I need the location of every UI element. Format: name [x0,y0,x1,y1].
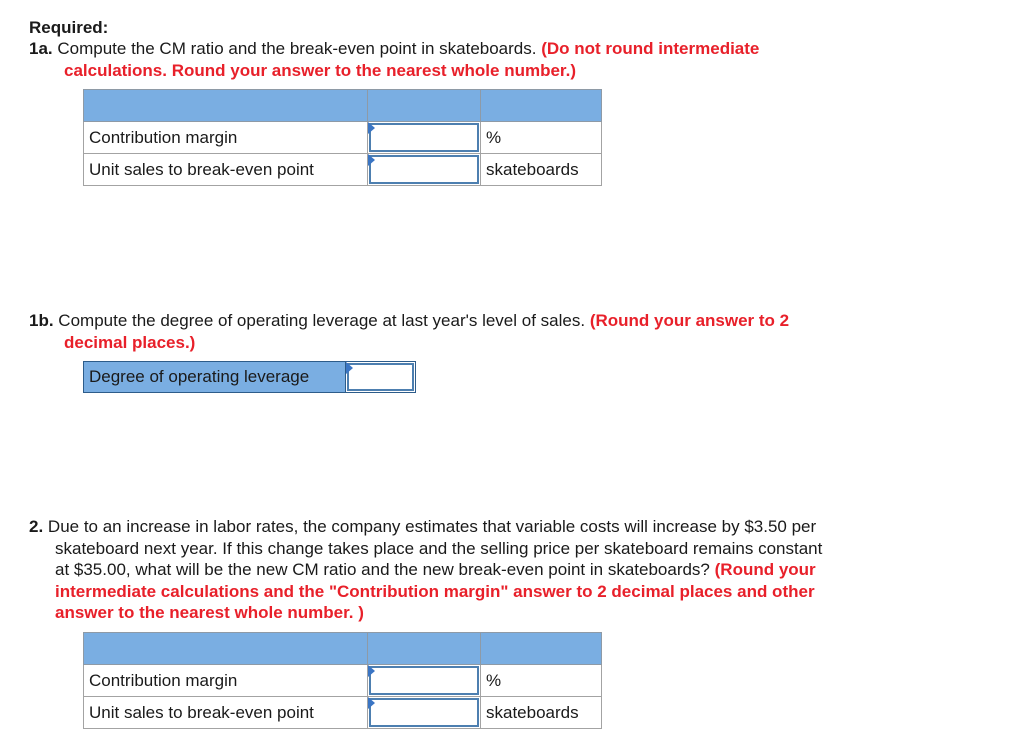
question-1a-note-cont: calculations. Round your answer to the nearest whole number.) [64,60,576,80]
new-cm-ratio-input[interactable] [368,665,481,697]
question-1b [29,310,913,353]
dol-label: Degree of operating leverage [84,362,346,392]
question-1b-note: (Round your answer to 2 [589,311,790,330]
row-unit: % [481,665,602,697]
table-row [84,697,602,729]
row-unit: skateboards [481,697,602,729]
row-unit: skateboards [481,154,602,186]
question-2-number: 2. [29,517,44,536]
answer-flag-icon [346,362,353,374]
table-row [84,122,602,154]
question-2-line3: at $35.00, what will be the new CM ratio and the new break-even point in skateboards? [55,560,710,579]
question-1a-number: 1a. [29,39,53,58]
answer-table-2 [83,632,602,729]
question-1b-text: Compute the degree of operating leverage at last year's level of sales. [58,311,586,330]
cm-ratio-input[interactable] [368,122,481,154]
question-2-line2: skateboard next year. If this change takes place and the selling price per skateboard remains constant [55,538,823,558]
row-label: Unit sales to break-even point [84,154,368,186]
question-1b-note-cont: decimal places.) [64,332,196,352]
question-1a [29,38,913,81]
question-2-note-cont: intermediate calculations and the "Contribution margin" answer to 2 decimal places and other [55,581,815,601]
question-2-line1: Due to an increase in labor rates, the company estimates that variable costs will increase by $3.50 per [47,517,817,536]
required-heading: Required: [29,18,109,37]
row-label: Unit sales to break-even point [84,697,368,729]
question-1a-note: (Do not round intermediate [541,39,760,58]
row-label: Contribution margin [84,665,368,697]
break-even-units-input[interactable] [368,154,481,186]
answer-flag-icon [368,122,375,134]
new-break-even-units-input[interactable] [368,697,481,729]
table-row [84,154,602,186]
question-1a-text: Compute the CM ratio and the break-even point in skateboards. [57,39,537,58]
question-1b-number: 1b. [29,311,54,330]
answer-flag-icon [368,697,375,709]
table-header-row [84,633,602,665]
answer-flag-icon [368,665,375,677]
dol-input[interactable] [346,362,415,392]
row-label: Contribution margin [84,122,368,154]
question-2-note-end: answer to the nearest whole number. ) [55,603,364,622]
answer-flag-icon [368,154,375,166]
answer-table-1a [83,89,602,186]
question-2 [29,516,913,624]
dol-field-group [83,361,416,393]
table-header-row [84,90,602,122]
table-row [84,665,602,697]
question-2-note: (Round your [714,560,816,579]
row-unit: % [481,122,602,154]
